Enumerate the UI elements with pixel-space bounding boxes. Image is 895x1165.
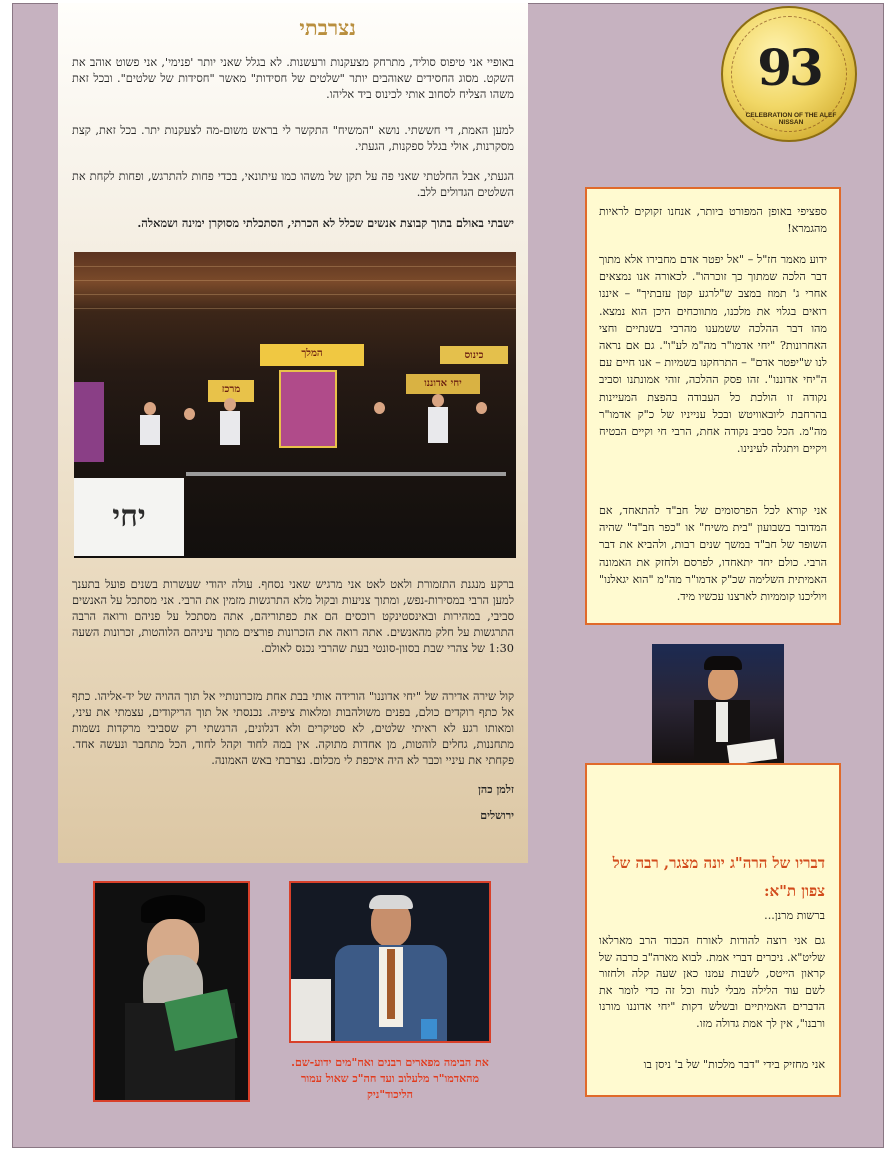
rabbi-quote-paragraph: אני מחזיק בידי "דבר מלכות" של ב' ניסן בו bbox=[643, 1058, 825, 1071]
sidebar-paragraph: ידוע מאמר חז"ל – "אל יפטר אדם מחבירו אלא מתוך דבר הלכה שמתוך כך זוכרהו". לכאורה אנו נמצאים אחרי ג' תמוז במצב ש"לרגע קטן עזבתיך" – איננו רואים בגלוי את מלכנו, מתווכחים היכן הוא נמצא. מהו דבר ההלכה ששמענו מהרבי בשנתיים וחצי האחרונות? "יחי אדמו"ר מה"מ לע"ו". גם אם נראה לנו ש"יפטר אדם" – התרחקנו בשמיות – אנו חיים עם ה"יחי אדוננו". זהו פסק ההלכה, זוהי אמונתנו וסביב נקודה זו הולכת כל העבודה בהפצת המעיינות בהרחבת ליובאוויטש ובכל ענייניו של כ"ק אדמו"ר מה"מ. הכל סביב נקודה אחת, הרבי חי וקיים הבטיח ויקיים ויתגלה לעינינו. bbox=[599, 253, 827, 456]
article-paragraph: למען האמת, די חששתי. נושא "המשיח" התקשר לי בראש משום-מה לצעקנות יתר. בכל זאת, קצת מסקרנות, אולי בגלל ספקנות, הגעתי. bbox=[72, 124, 514, 153]
article-paragraph: ברקע מנגנת התזמורת ולאט לאט אני מרגיש שאני נסחף. עולה יהודי שעשרות בשנים פועל בתענך למען הרבי במסירות-נפש, ומתוך צניעות ובקול מלא התרגשות מזמין את הרבי. אני מסתכל על האנשים סביבי, במהירות ובאינסטינקט רוכסים הם את כפתוריהם, אתה מסתכל על פניהם ורואה הרבה התרגשות על חלק מהאנשים. אתה רואה את הזכרונות פורצים מתוך עיניהם הלוהטות, זכרונות השעה 1:30 של צהרי שבת בסוון-סונטי בעת שהרבי נכנס לאולם. bbox=[72, 578, 514, 655]
sidebar-paragraph: ספציפי באופן המפורט ביותר, אנחנו זקוקים לראיות מהגמרא! bbox=[599, 205, 827, 236]
article-paragraph: הגעתי, אבל החלטתי שאני פה על תקן של משהו כמו עיתונאי, בכדי פחות להתרגש, ופחות לקחת את השלטים הגדולים ללב. bbox=[72, 170, 514, 199]
dignitary-photo bbox=[289, 881, 491, 1043]
photo-caption: את הבימה מפארים רבנים ואח"מים ידוע-שם. מהאדמו"ר מלעלוב ועד חה"כ שאול עמור הליכוד"ניק bbox=[291, 1056, 489, 1101]
logo-number: 93 bbox=[757, 38, 821, 97]
article-paragraph: ישבתי באולם בתוך קבוצת אנשים שכלל לא הכרתי, הסתכלתי מסוקרן ימינה ושמאלה. bbox=[137, 216, 514, 230]
celebration-logo bbox=[721, 6, 857, 142]
rabbi-quote-box bbox=[585, 763, 841, 1097]
rabbi-book-photo bbox=[93, 881, 250, 1102]
photo-banner: יחי bbox=[74, 478, 184, 556]
article-paragraph: באופיי אני טיפוס סוליד, מתרחק מצעקנות ורעשנות. לא בגלל שאני יותר 'פנימי', אני פשוט אוהב את השקט. מסוג החסידים שאוהבים יותר "שלטים של חסידות" מאשר "חסידות של שלטים". ובכל זאת משהו הצליח לסחוב אותי לכינוס ביד אליהו. bbox=[72, 56, 514, 101]
article-title: נצרבתי bbox=[299, 15, 356, 40]
article-paragraph: קול שירה אדירה של "יחי אדוננו" הורידה אותי בבת אחת מזכרונותיי אל תוך ההויה של יד-אליהו. כתף אל כתף רוקדים כולם, בפנים משולהבות ומלאות ציפיה. נכנסתי אל תוך הריקודים, עצמתי את עיני, ומאותו רגע לא ראיתי שלטים, לא סטיקרים ולא דגלונים, הרגשתי רק שסביבי מרקדות נשמות מתחננות, גחלים לוהטות, מן אחדות מתוקה. אין במה לחוד וקהל לחוד, הכל מתחבר ונעשה אחד. פקחתי את עיניי וכבר לא היה איכפת לי מכלום. נצרבתי באש האמונה. bbox=[72, 690, 514, 767]
photo-sign: כינוס bbox=[440, 346, 508, 364]
signature-name: זלמן כהן bbox=[478, 783, 514, 796]
logo-caption: CELEBRATION OF THE ALEF NISSAN bbox=[745, 112, 837, 126]
photo-sign: יחי אדוננו bbox=[406, 374, 480, 394]
sidebar-article-box bbox=[585, 187, 841, 625]
crowd-photo bbox=[74, 252, 516, 558]
signature-city: ירושלים bbox=[480, 809, 514, 822]
rabbi-quote-paragraph: גם אני רוצה להודות לאורח הכבוד הרב מארלאו שליט"א. ניכרים דברי אמת. לבוא מארה"ב כרבה של קראון הייטס, לשבות עמנו כאן שעה קלה ולחזור לשם עוד הלילה מבלי לנוח וכל זה כדי לומר את הדברים האמיתיים ובשלש דקות "יחי אדוננו מורנו ורבנו", אין לך אמת גדולה מזו. bbox=[599, 934, 825, 1030]
rabbi-quote-title: דבריו של הרה"ג יונה מצגר, רבה של צפון ת"א: bbox=[612, 854, 825, 900]
photo-sign: מרכז bbox=[208, 380, 254, 402]
rabbi-quote-greeting: ברשות מרנן... bbox=[764, 909, 825, 922]
sidebar-paragraph: אני קורא לכל הפרסומים של חב"ד להתאחד, אם המדובר בשבועון "בית משיח" או "כפר חב"ד" שהיה השופר של חב"ד במשך שנים רבות, ולהביא את דבר הרבי. כולם יחד יתאחדו, לפרסם ולחזק את האמונה האמיתית השלימה שכ"ק אדמו"ר מה"מ "הוא יגאלנו" ויוליכנו קוממיות לארצנו עכשיו מיד. bbox=[599, 504, 827, 604]
photo-sign: המלך bbox=[260, 344, 364, 366]
